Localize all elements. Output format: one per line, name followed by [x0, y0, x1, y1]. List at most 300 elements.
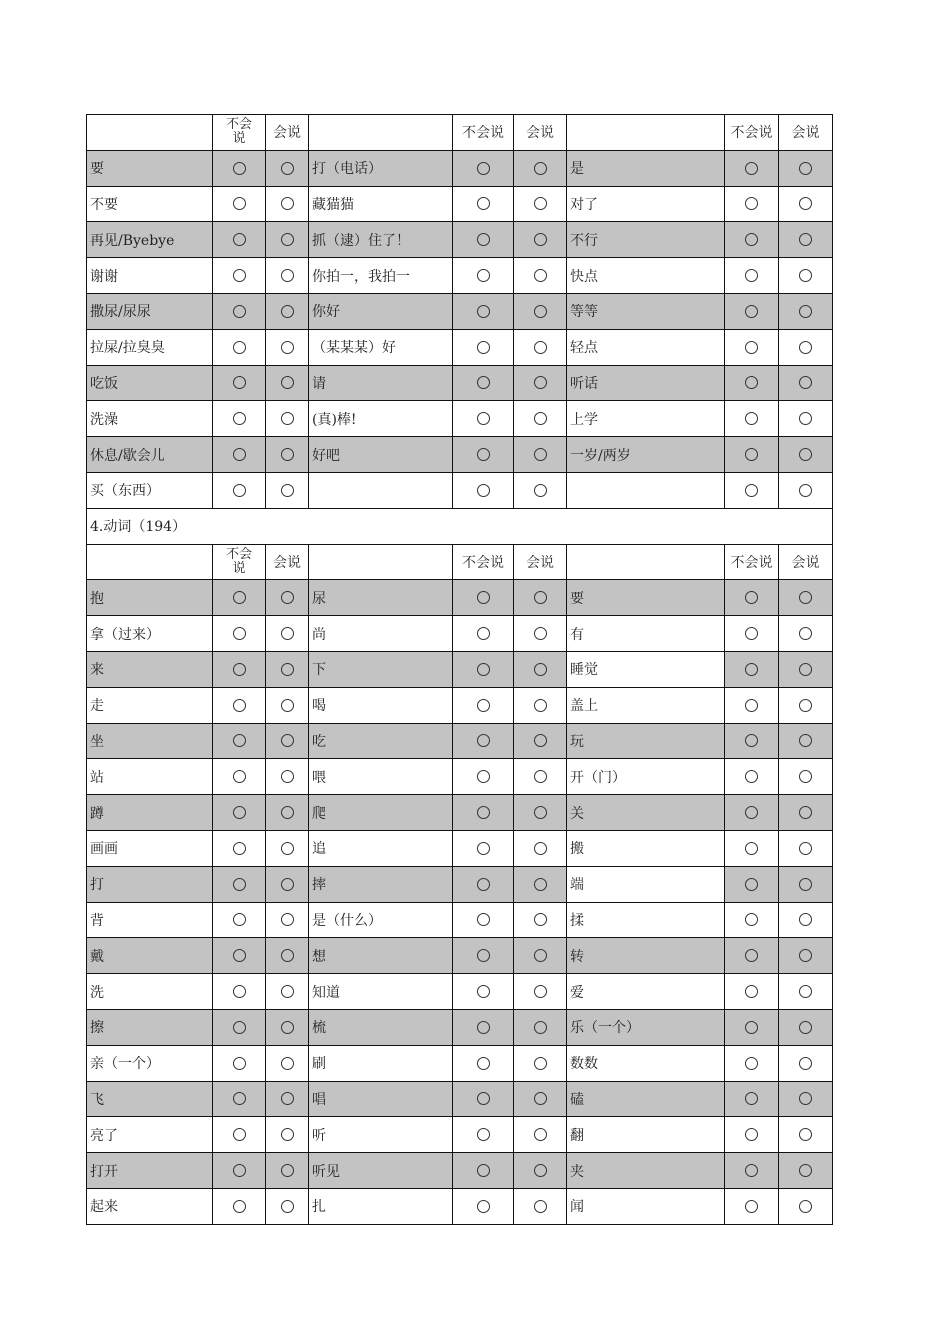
cannot-say-radio[interactable]	[725, 1117, 779, 1153]
radio-circle-icon[interactable]	[281, 663, 294, 676]
cannot-say-radio[interactable]	[725, 616, 779, 652]
can-say-radio[interactable]	[779, 329, 833, 365]
can-say-radio[interactable]	[779, 866, 833, 902]
can-say-radio[interactable]	[514, 830, 567, 866]
can-say-radio[interactable]	[514, 1188, 567, 1224]
radio-circle-icon[interactable]	[534, 376, 547, 389]
radio-circle-icon[interactable]	[799, 412, 812, 425]
radio-circle-icon[interactable]	[799, 985, 812, 998]
cannot-say-radio[interactable]	[213, 723, 266, 759]
cannot-say-radio[interactable]	[453, 974, 514, 1010]
can-say-radio[interactable]	[514, 258, 567, 294]
cannot-say-radio[interactable]	[453, 365, 514, 401]
can-say-radio[interactable]	[514, 616, 567, 652]
cannot-say-radio[interactable]	[213, 866, 266, 902]
radio-circle-icon[interactable]	[233, 734, 246, 747]
cannot-say-radio[interactable]	[453, 580, 514, 616]
can-say-radio[interactable]	[779, 186, 833, 222]
can-say-radio[interactable]	[266, 723, 309, 759]
radio-circle-icon[interactable]	[534, 448, 547, 461]
can-say-radio[interactable]	[266, 365, 309, 401]
radio-circle-icon[interactable]	[534, 269, 547, 282]
can-say-radio[interactable]	[514, 1009, 567, 1045]
cannot-say-radio[interactable]	[213, 938, 266, 974]
cannot-say-radio[interactable]	[453, 150, 514, 186]
radio-circle-icon[interactable]	[745, 412, 758, 425]
radio-circle-icon[interactable]	[799, 1057, 812, 1070]
cannot-say-radio[interactable]	[725, 293, 779, 329]
radio-circle-icon[interactable]	[281, 591, 294, 604]
radio-circle-icon[interactable]	[534, 663, 547, 676]
radio-circle-icon[interactable]	[281, 305, 294, 318]
radio-circle-icon[interactable]	[745, 1057, 758, 1070]
radio-circle-icon[interactable]	[799, 233, 812, 246]
radio-circle-icon[interactable]	[745, 376, 758, 389]
cannot-say-radio[interactable]	[213, 795, 266, 831]
radio-circle-icon[interactable]	[477, 770, 490, 783]
can-say-radio[interactable]	[266, 329, 309, 365]
can-say-radio[interactable]	[266, 866, 309, 902]
can-say-radio[interactable]	[779, 938, 833, 974]
cannot-say-radio[interactable]	[453, 1188, 514, 1224]
cannot-say-radio[interactable]	[725, 365, 779, 401]
radio-circle-icon[interactable]	[534, 913, 547, 926]
radio-circle-icon[interactable]	[745, 842, 758, 855]
radio-circle-icon[interactable]	[534, 1164, 547, 1177]
radio-circle-icon[interactable]	[534, 197, 547, 210]
cannot-say-radio[interactable]	[213, 1153, 266, 1189]
cannot-say-radio[interactable]	[213, 974, 266, 1010]
radio-circle-icon[interactable]	[477, 663, 490, 676]
radio-circle-icon[interactable]	[534, 1128, 547, 1141]
cannot-say-radio[interactable]	[213, 1009, 266, 1045]
can-say-radio[interactable]	[514, 186, 567, 222]
can-say-radio[interactable]	[266, 830, 309, 866]
cannot-say-radio[interactable]	[725, 1188, 779, 1224]
radio-circle-icon[interactable]	[281, 269, 294, 282]
can-say-radio[interactable]	[779, 258, 833, 294]
radio-circle-icon[interactable]	[477, 233, 490, 246]
cannot-say-radio[interactable]	[213, 222, 266, 258]
cannot-say-radio[interactable]	[453, 687, 514, 723]
radio-circle-icon[interactable]	[745, 305, 758, 318]
radio-circle-icon[interactable]	[799, 842, 812, 855]
radio-circle-icon[interactable]	[745, 734, 758, 747]
can-say-radio[interactable]	[266, 687, 309, 723]
can-say-radio[interactable]	[266, 974, 309, 1010]
can-say-radio[interactable]	[266, 150, 309, 186]
cannot-say-radio[interactable]	[213, 1188, 266, 1224]
cannot-say-radio[interactable]	[213, 258, 266, 294]
can-say-radio[interactable]	[514, 580, 567, 616]
cannot-say-radio[interactable]	[213, 1081, 266, 1117]
radio-circle-icon[interactable]	[233, 949, 246, 962]
can-say-radio[interactable]	[514, 1117, 567, 1153]
radio-circle-icon[interactable]	[233, 197, 246, 210]
cannot-say-radio[interactable]	[213, 150, 266, 186]
radio-circle-icon[interactable]	[477, 376, 490, 389]
radio-circle-icon[interactable]	[477, 591, 490, 604]
radio-circle-icon[interactable]	[477, 806, 490, 819]
radio-circle-icon[interactable]	[799, 305, 812, 318]
radio-circle-icon[interactable]	[233, 663, 246, 676]
cannot-say-radio[interactable]	[725, 830, 779, 866]
cannot-say-radio[interactable]	[725, 795, 779, 831]
can-say-radio[interactable]	[266, 938, 309, 974]
cannot-say-radio[interactable]	[453, 401, 514, 437]
cannot-say-radio[interactable]	[213, 902, 266, 938]
can-say-radio[interactable]	[779, 616, 833, 652]
can-say-radio[interactable]	[779, 472, 833, 508]
cannot-say-radio[interactable]	[453, 616, 514, 652]
can-say-radio[interactable]	[779, 1009, 833, 1045]
can-say-radio[interactable]	[779, 437, 833, 473]
can-say-radio[interactable]	[514, 795, 567, 831]
radio-circle-icon[interactable]	[534, 1021, 547, 1034]
cannot-say-radio[interactable]	[725, 723, 779, 759]
can-say-radio[interactable]	[779, 580, 833, 616]
can-say-radio[interactable]	[514, 974, 567, 1010]
radio-circle-icon[interactable]	[477, 949, 490, 962]
radio-circle-icon[interactable]	[281, 1092, 294, 1105]
can-say-radio[interactable]	[266, 759, 309, 795]
cannot-say-radio[interactable]	[725, 1009, 779, 1045]
radio-circle-icon[interactable]	[233, 985, 246, 998]
cannot-say-radio[interactable]	[453, 258, 514, 294]
radio-circle-icon[interactable]	[233, 806, 246, 819]
radio-circle-icon[interactable]	[534, 770, 547, 783]
radio-circle-icon[interactable]	[281, 699, 294, 712]
can-say-radio[interactable]	[266, 186, 309, 222]
radio-circle-icon[interactable]	[477, 734, 490, 747]
radio-circle-icon[interactable]	[233, 591, 246, 604]
can-say-radio[interactable]	[514, 365, 567, 401]
radio-circle-icon[interactable]	[281, 949, 294, 962]
can-say-radio[interactable]	[514, 723, 567, 759]
cannot-say-radio[interactable]	[725, 150, 779, 186]
cannot-say-radio[interactable]	[453, 830, 514, 866]
can-say-radio[interactable]	[266, 472, 309, 508]
cannot-say-radio[interactable]	[453, 723, 514, 759]
radio-circle-icon[interactable]	[799, 591, 812, 604]
cannot-say-radio[interactable]	[453, 866, 514, 902]
cannot-say-radio[interactable]	[453, 222, 514, 258]
radio-circle-icon[interactable]	[799, 949, 812, 962]
radio-circle-icon[interactable]	[534, 985, 547, 998]
can-say-radio[interactable]	[266, 401, 309, 437]
radio-circle-icon[interactable]	[233, 1128, 246, 1141]
cannot-say-radio[interactable]	[453, 759, 514, 795]
can-say-radio[interactable]	[514, 1045, 567, 1081]
can-say-radio[interactable]	[514, 759, 567, 795]
radio-circle-icon[interactable]	[799, 627, 812, 640]
cannot-say-radio[interactable]	[725, 1045, 779, 1081]
radio-circle-icon[interactable]	[799, 734, 812, 747]
radio-circle-icon[interactable]	[281, 1164, 294, 1177]
radio-circle-icon[interactable]	[799, 806, 812, 819]
can-say-radio[interactable]	[514, 472, 567, 508]
cannot-say-radio[interactable]	[453, 1117, 514, 1153]
radio-circle-icon[interactable]	[534, 842, 547, 855]
radio-circle-icon[interactable]	[233, 305, 246, 318]
radio-circle-icon[interactable]	[477, 878, 490, 891]
radio-circle-icon[interactable]	[233, 878, 246, 891]
radio-circle-icon[interactable]	[281, 770, 294, 783]
radio-circle-icon[interactable]	[281, 913, 294, 926]
radio-circle-icon[interactable]	[745, 591, 758, 604]
radio-circle-icon[interactable]	[745, 341, 758, 354]
can-say-radio[interactable]	[779, 902, 833, 938]
radio-circle-icon[interactable]	[233, 269, 246, 282]
radio-circle-icon[interactable]	[799, 484, 812, 497]
can-say-radio[interactable]	[779, 222, 833, 258]
radio-circle-icon[interactable]	[799, 1092, 812, 1105]
can-say-radio[interactable]	[779, 795, 833, 831]
radio-circle-icon[interactable]	[745, 484, 758, 497]
radio-circle-icon[interactable]	[281, 1057, 294, 1070]
radio-circle-icon[interactable]	[233, 412, 246, 425]
cannot-say-radio[interactable]	[453, 437, 514, 473]
radio-circle-icon[interactable]	[745, 806, 758, 819]
can-say-radio[interactable]	[514, 1081, 567, 1117]
radio-circle-icon[interactable]	[233, 341, 246, 354]
cannot-say-radio[interactable]	[213, 1045, 266, 1081]
radio-circle-icon[interactable]	[534, 1057, 547, 1070]
radio-circle-icon[interactable]	[281, 448, 294, 461]
can-say-radio[interactable]	[514, 866, 567, 902]
cannot-say-radio[interactable]	[725, 472, 779, 508]
can-say-radio[interactable]	[514, 329, 567, 365]
radio-circle-icon[interactable]	[534, 734, 547, 747]
radio-circle-icon[interactable]	[799, 770, 812, 783]
can-say-radio[interactable]	[514, 938, 567, 974]
radio-circle-icon[interactable]	[745, 1128, 758, 1141]
can-say-radio[interactable]	[779, 830, 833, 866]
cannot-say-radio[interactable]	[453, 1045, 514, 1081]
radio-circle-icon[interactable]	[477, 305, 490, 318]
radio-circle-icon[interactable]	[745, 627, 758, 640]
radio-circle-icon[interactable]	[233, 1200, 246, 1213]
radio-circle-icon[interactable]	[799, 376, 812, 389]
radio-circle-icon[interactable]	[281, 484, 294, 497]
can-say-radio[interactable]	[514, 437, 567, 473]
can-say-radio[interactable]	[779, 365, 833, 401]
radio-circle-icon[interactable]	[534, 484, 547, 497]
cannot-say-radio[interactable]	[453, 902, 514, 938]
radio-circle-icon[interactable]	[799, 699, 812, 712]
can-say-radio[interactable]	[779, 687, 833, 723]
radio-circle-icon[interactable]	[799, 162, 812, 175]
cannot-say-radio[interactable]	[453, 293, 514, 329]
radio-circle-icon[interactable]	[477, 1057, 490, 1070]
cannot-say-radio[interactable]	[725, 651, 779, 687]
cannot-say-radio[interactable]	[213, 472, 266, 508]
radio-circle-icon[interactable]	[281, 162, 294, 175]
radio-circle-icon[interactable]	[477, 1164, 490, 1177]
radio-circle-icon[interactable]	[745, 949, 758, 962]
can-say-radio[interactable]	[266, 580, 309, 616]
radio-circle-icon[interactable]	[281, 806, 294, 819]
radio-circle-icon[interactable]	[799, 1021, 812, 1034]
radio-circle-icon[interactable]	[799, 663, 812, 676]
radio-circle-icon[interactable]	[281, 412, 294, 425]
cannot-say-radio[interactable]	[213, 437, 266, 473]
can-say-radio[interactable]	[266, 437, 309, 473]
radio-circle-icon[interactable]	[745, 1021, 758, 1034]
radio-circle-icon[interactable]	[799, 269, 812, 282]
radio-circle-icon[interactable]	[799, 1128, 812, 1141]
cannot-say-radio[interactable]	[453, 938, 514, 974]
radio-circle-icon[interactable]	[477, 269, 490, 282]
radio-circle-icon[interactable]	[281, 341, 294, 354]
cannot-say-radio[interactable]	[725, 902, 779, 938]
cannot-say-radio[interactable]	[453, 186, 514, 222]
radio-circle-icon[interactable]	[477, 1021, 490, 1034]
radio-circle-icon[interactable]	[799, 197, 812, 210]
radio-circle-icon[interactable]	[281, 842, 294, 855]
can-say-radio[interactable]	[266, 1117, 309, 1153]
can-say-radio[interactable]	[266, 902, 309, 938]
can-say-radio[interactable]	[779, 651, 833, 687]
can-say-radio[interactable]	[514, 150, 567, 186]
radio-circle-icon[interactable]	[477, 341, 490, 354]
can-say-radio[interactable]	[266, 222, 309, 258]
radio-circle-icon[interactable]	[534, 591, 547, 604]
radio-circle-icon[interactable]	[233, 699, 246, 712]
cannot-say-radio[interactable]	[213, 293, 266, 329]
radio-circle-icon[interactable]	[477, 985, 490, 998]
cannot-say-radio[interactable]	[453, 1009, 514, 1045]
can-say-radio[interactable]	[514, 687, 567, 723]
radio-circle-icon[interactable]	[477, 627, 490, 640]
radio-circle-icon[interactable]	[534, 627, 547, 640]
can-say-radio[interactable]	[779, 150, 833, 186]
radio-circle-icon[interactable]	[233, 233, 246, 246]
cannot-say-radio[interactable]	[725, 580, 779, 616]
radio-circle-icon[interactable]	[745, 233, 758, 246]
cannot-say-radio[interactable]	[725, 222, 779, 258]
radio-circle-icon[interactable]	[281, 985, 294, 998]
radio-circle-icon[interactable]	[745, 162, 758, 175]
radio-circle-icon[interactable]	[799, 913, 812, 926]
cannot-say-radio[interactable]	[213, 616, 266, 652]
cannot-say-radio[interactable]	[453, 795, 514, 831]
radio-circle-icon[interactable]	[233, 627, 246, 640]
radio-circle-icon[interactable]	[281, 1128, 294, 1141]
radio-circle-icon[interactable]	[534, 412, 547, 425]
radio-circle-icon[interactable]	[233, 376, 246, 389]
radio-circle-icon[interactable]	[534, 699, 547, 712]
radio-circle-icon[interactable]	[477, 162, 490, 175]
can-say-radio[interactable]	[779, 974, 833, 1010]
cannot-say-radio[interactable]	[213, 401, 266, 437]
can-say-radio[interactable]	[266, 616, 309, 652]
radio-circle-icon[interactable]	[745, 913, 758, 926]
radio-circle-icon[interactable]	[233, 484, 246, 497]
cannot-say-radio[interactable]	[725, 974, 779, 1010]
radio-circle-icon[interactable]	[745, 770, 758, 783]
can-say-radio[interactable]	[779, 1188, 833, 1224]
radio-circle-icon[interactable]	[745, 1164, 758, 1177]
radio-circle-icon[interactable]	[534, 949, 547, 962]
radio-circle-icon[interactable]	[745, 1200, 758, 1213]
can-say-radio[interactable]	[266, 1188, 309, 1224]
can-say-radio[interactable]	[779, 1153, 833, 1189]
can-say-radio[interactable]	[779, 1045, 833, 1081]
radio-circle-icon[interactable]	[799, 1200, 812, 1213]
can-say-radio[interactable]	[514, 1153, 567, 1189]
can-say-radio[interactable]	[266, 293, 309, 329]
cannot-say-radio[interactable]	[725, 1081, 779, 1117]
cannot-say-radio[interactable]	[213, 651, 266, 687]
can-say-radio[interactable]	[266, 1009, 309, 1045]
radio-circle-icon[interactable]	[745, 197, 758, 210]
can-say-radio[interactable]	[266, 795, 309, 831]
cannot-say-radio[interactable]	[725, 938, 779, 974]
can-say-radio[interactable]	[779, 723, 833, 759]
cannot-say-radio[interactable]	[725, 401, 779, 437]
can-say-radio[interactable]	[779, 293, 833, 329]
radio-circle-icon[interactable]	[281, 734, 294, 747]
radio-circle-icon[interactable]	[534, 878, 547, 891]
radio-circle-icon[interactable]	[233, 913, 246, 926]
cannot-say-radio[interactable]	[213, 365, 266, 401]
radio-circle-icon[interactable]	[745, 878, 758, 891]
cannot-say-radio[interactable]	[453, 651, 514, 687]
radio-circle-icon[interactable]	[745, 448, 758, 461]
can-say-radio[interactable]	[266, 258, 309, 294]
radio-circle-icon[interactable]	[281, 1021, 294, 1034]
cannot-say-radio[interactable]	[453, 1081, 514, 1117]
radio-circle-icon[interactable]	[534, 1200, 547, 1213]
radio-circle-icon[interactable]	[477, 842, 490, 855]
radio-circle-icon[interactable]	[477, 1092, 490, 1105]
can-say-radio[interactable]	[514, 222, 567, 258]
radio-circle-icon[interactable]	[281, 197, 294, 210]
radio-circle-icon[interactable]	[534, 233, 547, 246]
can-say-radio[interactable]	[779, 1081, 833, 1117]
can-say-radio[interactable]	[514, 293, 567, 329]
radio-circle-icon[interactable]	[233, 1092, 246, 1105]
radio-circle-icon[interactable]	[745, 985, 758, 998]
can-say-radio[interactable]	[266, 1081, 309, 1117]
radio-circle-icon[interactable]	[799, 1164, 812, 1177]
can-say-radio[interactable]	[266, 1045, 309, 1081]
radio-circle-icon[interactable]	[799, 878, 812, 891]
radio-circle-icon[interactable]	[477, 1128, 490, 1141]
cannot-say-radio[interactable]	[725, 759, 779, 795]
can-say-radio[interactable]	[779, 1117, 833, 1153]
radio-circle-icon[interactable]	[477, 484, 490, 497]
cannot-say-radio[interactable]	[725, 186, 779, 222]
can-say-radio[interactable]	[779, 401, 833, 437]
radio-circle-icon[interactable]	[233, 1164, 246, 1177]
radio-circle-icon[interactable]	[534, 305, 547, 318]
radio-circle-icon[interactable]	[233, 770, 246, 783]
cannot-say-radio[interactable]	[213, 186, 266, 222]
radio-circle-icon[interactable]	[477, 913, 490, 926]
can-say-radio[interactable]	[514, 401, 567, 437]
cannot-say-radio[interactable]	[213, 759, 266, 795]
can-say-radio[interactable]	[514, 651, 567, 687]
cannot-say-radio[interactable]	[213, 580, 266, 616]
can-say-radio[interactable]	[266, 651, 309, 687]
radio-circle-icon[interactable]	[799, 448, 812, 461]
cannot-say-radio[interactable]	[453, 472, 514, 508]
radio-circle-icon[interactable]	[233, 842, 246, 855]
can-say-radio[interactable]	[266, 1153, 309, 1189]
radio-circle-icon[interactable]	[281, 627, 294, 640]
